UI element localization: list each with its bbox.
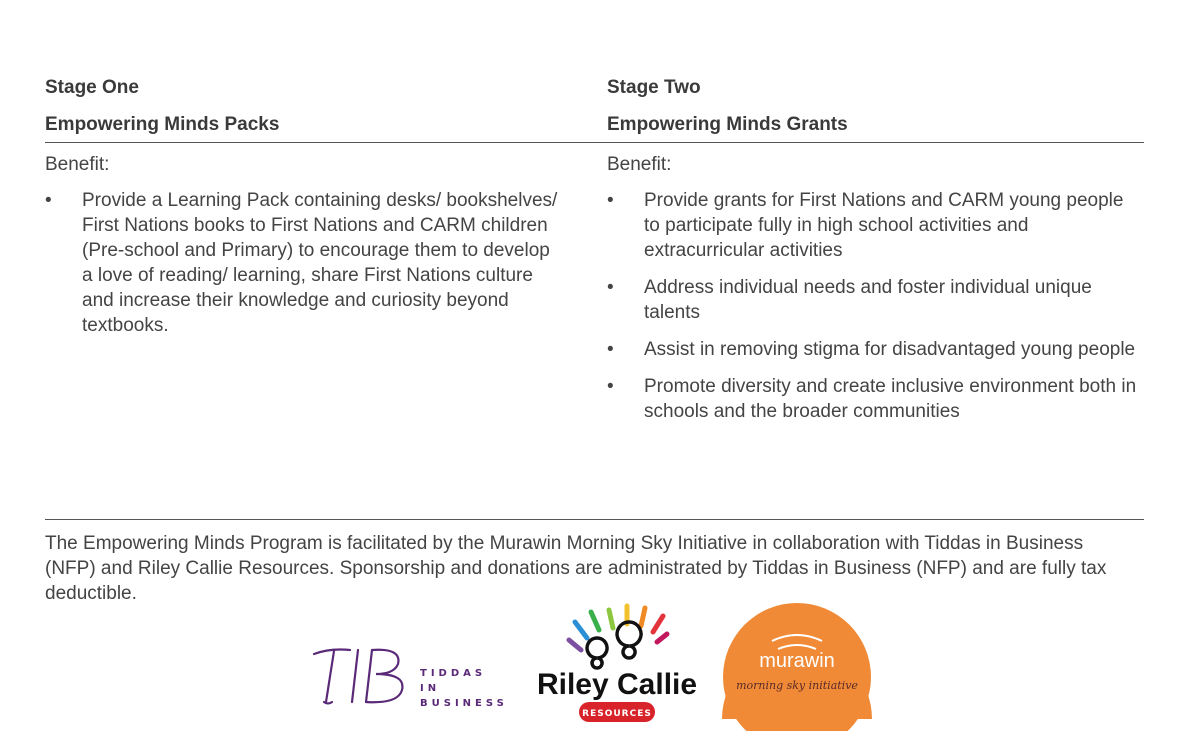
stage-one-benefit-label: Benefit:: [45, 154, 110, 175]
riley-callie-logo: [536, 600, 698, 726]
tib-monogram-icon: [310, 642, 420, 708]
stage-one-bullet-list: [45, 188, 565, 338]
header-divider: [45, 142, 1144, 143]
murawin-wordmark: murawin: [759, 650, 835, 672]
bullet-text: Assist in removing stigma for disadvantaged young people: [644, 339, 1136, 360]
stage-two-benefit-label: Benefit:: [607, 154, 672, 175]
list-item: [607, 188, 1144, 263]
stage-two-bullet-list: [607, 188, 1144, 424]
stage-two-title: Empowering Minds Grants: [607, 114, 848, 135]
riley-callie-hand-icon: [536, 600, 698, 726]
bullet-icon: •: [45, 190, 52, 211]
murawin-sun-icon: [720, 603, 874, 719]
bullet-text: Provide a Learning Pack containing desks/ bookshelves/ First Nations books to First Nations and CARM children (Pre-school and Primary) to encourage them to develop a love of reading/ learning, share First Nations culture and increase their knowledge and curiosity beyond textbooks.: [82, 190, 558, 336]
riley-callie-wordmark: Riley Callie: [536, 668, 698, 701]
bullet-text: Promote diversity and create inclusive environment both in schools and the broader communities: [644, 376, 1137, 422]
bullet-icon: •: [607, 277, 614, 298]
footer-description: The Empowering Minds Program is facilitated by the Murawin Morning Sky Initiative in collaboration with Tiddas in Business (NFP) and Riley Callie Resources. Sponsorship and donations are administrated by Tiddas in Business (NFP) and are fully tax deductible.: [45, 533, 1107, 604]
stage-two-column: [607, 74, 1144, 436]
tib-word: IN: [420, 683, 441, 694]
bullet-icon: •: [607, 190, 614, 211]
list-item: [45, 188, 565, 338]
stage-one-label: Stage One: [45, 77, 139, 98]
list-item: [607, 374, 1144, 424]
stage-one-column: [45, 74, 565, 350]
riley-callie-resources-tag: RESOURCES: [582, 709, 652, 719]
tib-word: BUSINESS: [420, 698, 508, 709]
bullet-text: Address individual needs and foster individual unique talents: [644, 277, 1092, 323]
tib-word: TIDDAS: [420, 668, 487, 679]
tiddas-in-business-logo: [310, 642, 508, 709]
murawin-tagline: morning sky initiative: [736, 679, 858, 692]
footer-divider: [45, 519, 1144, 520]
stage-one-title: Empowering Minds Packs: [45, 114, 280, 135]
list-item: [607, 337, 1144, 362]
bullet-icon: •: [607, 376, 614, 397]
tib-wordmark: [420, 666, 508, 711]
murawin-logo: [720, 603, 874, 719]
stage-two-label: Stage Two: [607, 77, 701, 98]
list-item: [607, 275, 1144, 325]
bullet-text: Provide grants for First Nations and CARM young people to participate fully in high school activities and extracurricular activities: [644, 190, 1124, 261]
bullet-icon: •: [607, 339, 614, 360]
